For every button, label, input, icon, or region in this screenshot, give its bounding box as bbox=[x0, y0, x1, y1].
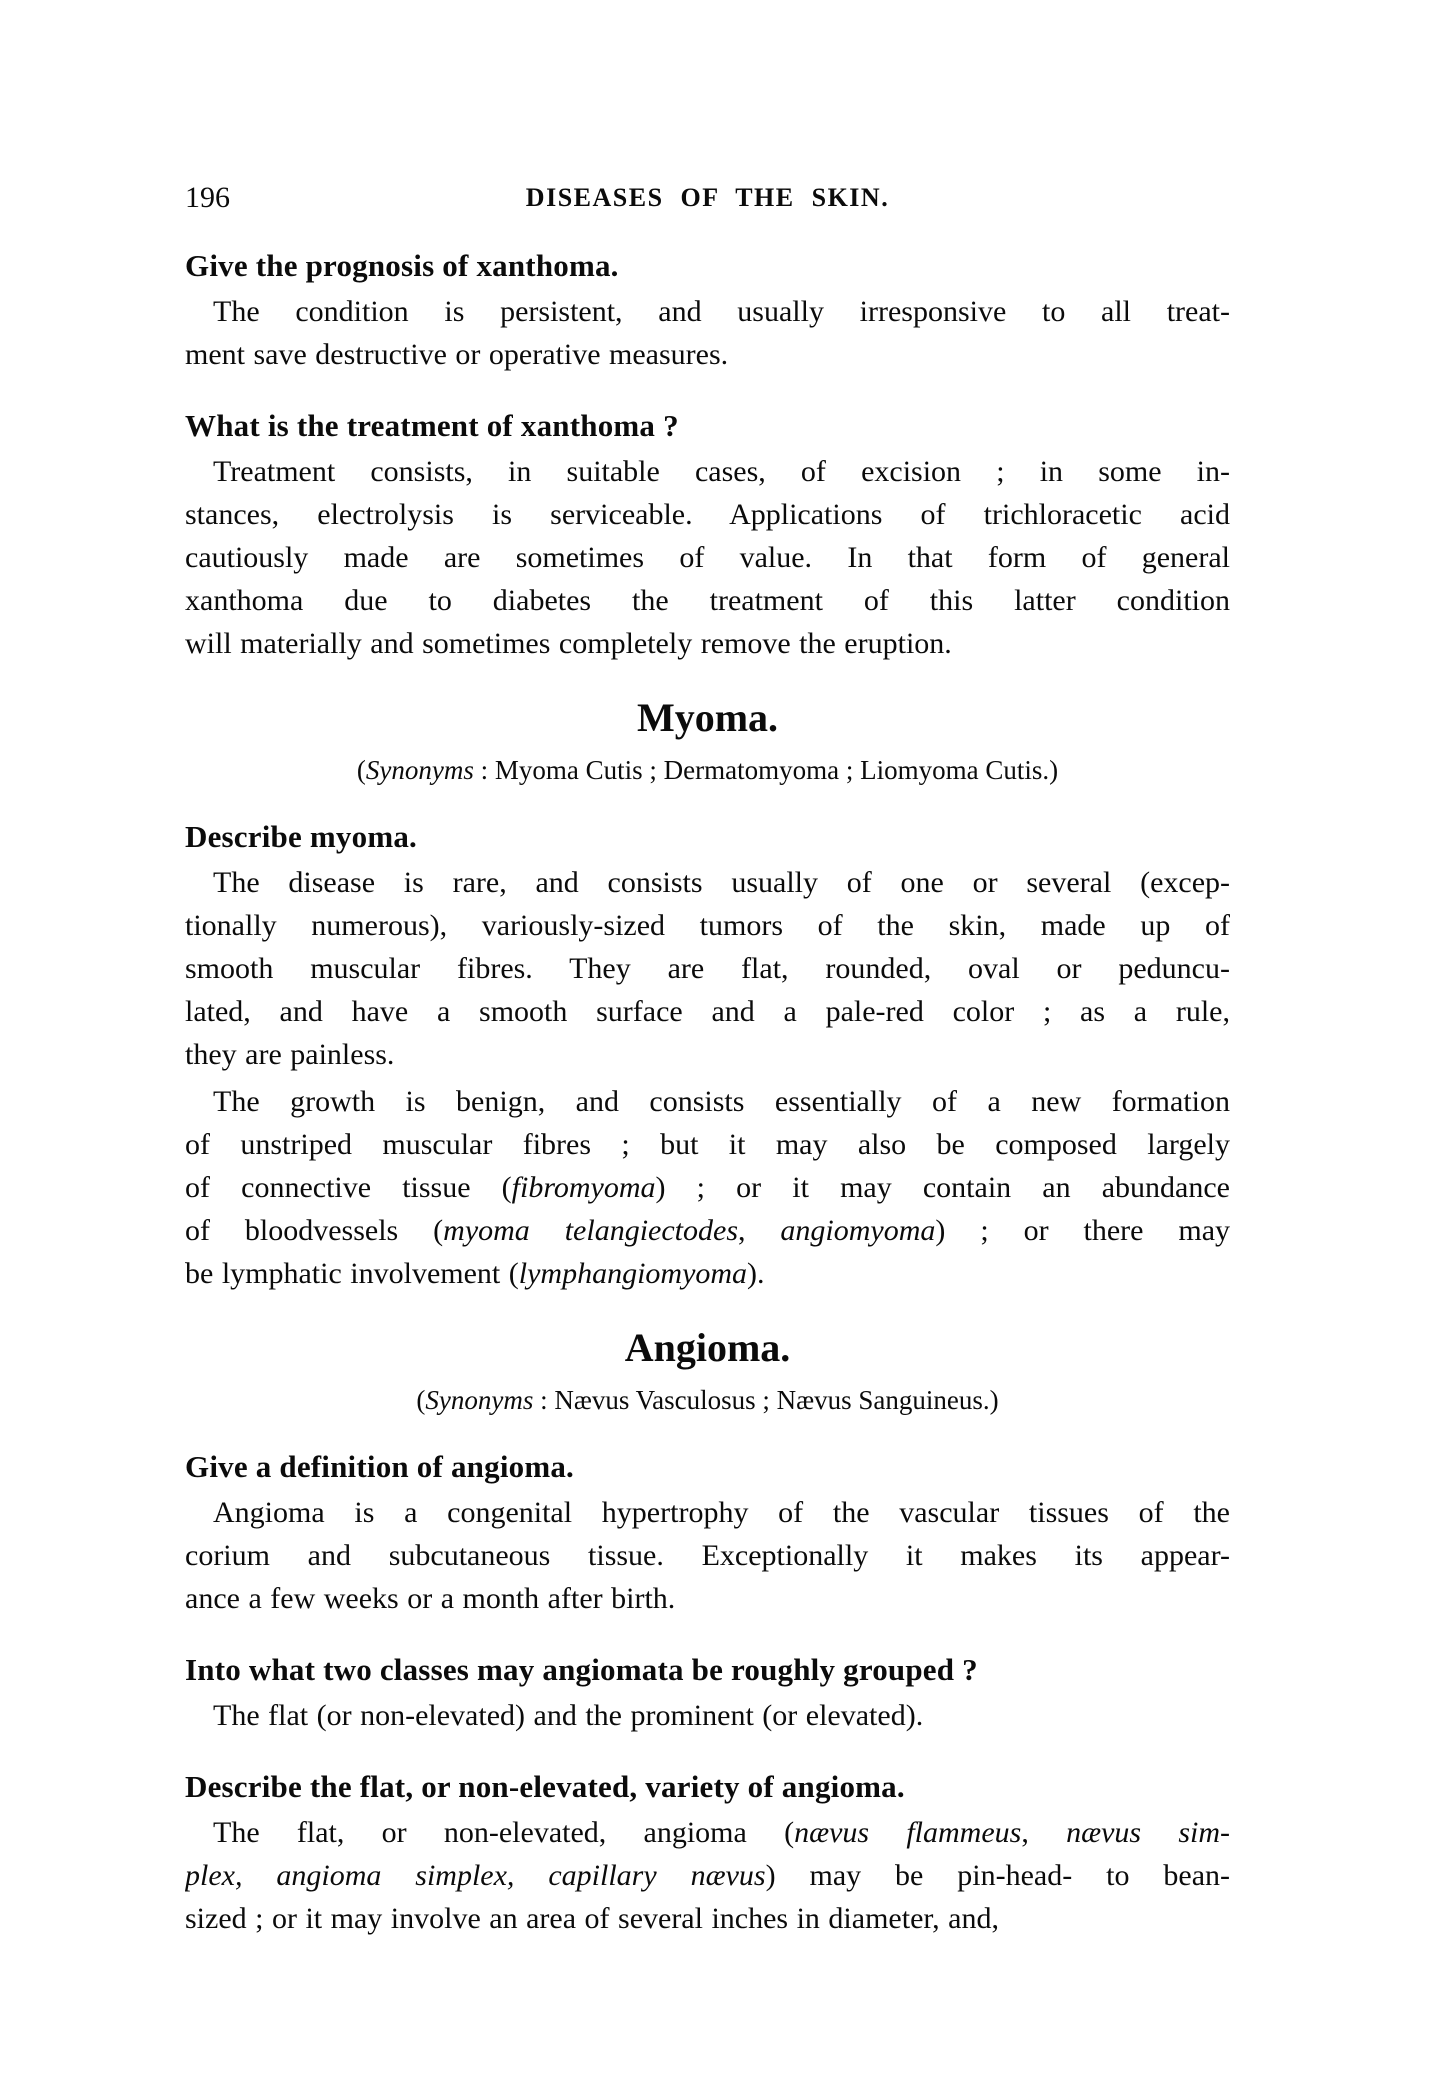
paragraph bbox=[185, 1811, 1230, 1940]
page-header bbox=[185, 180, 1230, 216]
text-segment: of connective tissue ( bbox=[185, 1171, 512, 1204]
text-line bbox=[185, 861, 1230, 904]
question-heading: Describe myoma. bbox=[185, 819, 417, 854]
text-segment: ment save destructive or operative measures. bbox=[185, 338, 729, 371]
text-segment: sized ; or it may involve an area of several inches in diameter, and, bbox=[185, 1902, 999, 1935]
question-heading: What is the treatment of xanthoma ? bbox=[185, 408, 679, 443]
paragraph bbox=[185, 450, 1230, 665]
text-line bbox=[185, 1534, 1230, 1577]
text-segment: ance a few weeks or a month after birth. bbox=[185, 1582, 676, 1615]
text-segment: ( bbox=[416, 1385, 426, 1415]
text-segment: ) may be pin-head- to bean- bbox=[765, 1859, 1230, 1892]
text-line bbox=[185, 536, 1230, 579]
text-segment: corium and subcutaneous tissue. Exceptionally it makes its appear- bbox=[185, 1539, 1230, 1572]
text-line bbox=[185, 333, 1230, 376]
text-segment: smooth muscular fibres. They are flat, rounded, oval or peduncu- bbox=[185, 952, 1230, 985]
text-line bbox=[185, 493, 1230, 536]
text-segment: The disease is rare, and consists usually of one or several (excep- bbox=[213, 866, 1230, 899]
paragraph bbox=[185, 1491, 1230, 1620]
italic-term: nævus flammeus bbox=[794, 1816, 1022, 1849]
text-line bbox=[185, 1033, 1230, 1076]
text-segment: The flat, or non-elevated, angioma ( bbox=[213, 1816, 795, 1849]
text-line bbox=[185, 1577, 1230, 1620]
text-line bbox=[185, 1123, 1230, 1166]
text-segment: cautiously made are sometimes of value. In that form of general bbox=[185, 541, 1230, 574]
paragraph bbox=[185, 861, 1230, 1076]
italic-term: nævus sim- bbox=[1066, 1816, 1230, 1849]
text-segment: they are painless. bbox=[185, 1038, 395, 1071]
synonyms-line bbox=[185, 1383, 1230, 1417]
text-segment: Angioma is a congenital hypertrophy of the vascular tissues of the bbox=[213, 1496, 1230, 1529]
text-segment: xanthoma due to diabetes the treatment of this latter condition bbox=[185, 584, 1230, 617]
question-heading: Give a definition of angioma. bbox=[185, 1449, 575, 1484]
question-heading: Into what two classes may angiomata be roughly grouped ? bbox=[185, 1652, 978, 1687]
text-segment: : Myoma Cutis ; Dermatomyoma ; Liomyoma Cutis.) bbox=[473, 755, 1059, 785]
text-segment: stances, electrolysis is serviceable. Applications of trichloracetic acid bbox=[185, 498, 1230, 531]
text-line bbox=[185, 1080, 1230, 1123]
text-line bbox=[185, 1166, 1230, 1209]
text-segment: of unstriped muscular fibres ; but it may also be composed largely bbox=[185, 1128, 1230, 1161]
text-segment: will materially and sometimes completely remove the eruption. bbox=[185, 627, 952, 660]
italic-term: lymphangiomyoma bbox=[518, 1257, 748, 1290]
text-line bbox=[185, 990, 1230, 1033]
italic-term: fibromyoma bbox=[511, 1171, 656, 1204]
text-line bbox=[185, 1694, 1230, 1737]
text-line bbox=[185, 1854, 1230, 1897]
text-segment: , bbox=[1021, 1816, 1067, 1849]
text-segment: tionally numerous), variously-sized tumors of the skin, made up of bbox=[185, 909, 1230, 942]
italic-term: plex, angioma simplex, capillary nævus bbox=[185, 1859, 766, 1892]
question-heading: Describe the flat, or non-elevated, variety of angioma. bbox=[185, 1769, 905, 1804]
section-heading: Angioma. bbox=[624, 1325, 791, 1370]
text-segment: ( bbox=[356, 755, 366, 785]
text-line bbox=[185, 1252, 1230, 1295]
synonyms-line bbox=[185, 753, 1230, 787]
text-line bbox=[185, 1209, 1230, 1252]
italic-term: Synonyms bbox=[365, 755, 474, 785]
text-segment: The flat (or non-elevated) and the prominent (or elevated). bbox=[213, 1699, 924, 1732]
text-line bbox=[185, 1811, 1230, 1854]
text-line bbox=[185, 450, 1230, 493]
page-number: 196 bbox=[185, 181, 230, 214]
italic-term: Synonyms bbox=[425, 1385, 534, 1415]
question-heading: Give the prognosis of xanthoma. bbox=[185, 248, 619, 283]
text-segment: ) ; or it may contain an abundance bbox=[655, 1171, 1230, 1204]
text-segment: The growth is benign, and consists essentially of a new formation bbox=[213, 1085, 1230, 1118]
text-segment: : Nævus Vasculosus ; Nævus Sanguineus.) bbox=[533, 1385, 999, 1415]
text-segment: be lymphatic involvement ( bbox=[185, 1257, 519, 1290]
section-heading: Myoma. bbox=[636, 695, 779, 740]
text-segment: Treatment consists, in suitable cases, of excision ; in some in- bbox=[213, 455, 1230, 488]
text-segment: lated, and have a smooth surface and a pale-red color ; as a rule, bbox=[185, 995, 1230, 1028]
paragraph bbox=[185, 1080, 1230, 1295]
text-line bbox=[185, 622, 1230, 665]
text-segment: The condition is persistent, and usually irresponsive to all treat- bbox=[213, 295, 1230, 328]
text-line bbox=[185, 947, 1230, 990]
italic-term: angiomyoma bbox=[780, 1214, 936, 1247]
text-line bbox=[185, 290, 1230, 333]
paragraph bbox=[185, 290, 1230, 376]
running-title: DISEASES OF THE SKIN. bbox=[525, 183, 890, 212]
text-segment: ). bbox=[747, 1257, 765, 1290]
page-content bbox=[185, 246, 1230, 1940]
paragraph bbox=[185, 1694, 1230, 1737]
text-segment: , bbox=[738, 1214, 781, 1247]
italic-term: myoma telangiectodes bbox=[443, 1214, 738, 1247]
text-line bbox=[185, 579, 1230, 622]
text-line bbox=[185, 1491, 1230, 1534]
text-line bbox=[185, 1897, 1230, 1940]
text-segment: ) ; or there may bbox=[935, 1214, 1230, 1247]
text-line bbox=[185, 904, 1230, 947]
text-segment: of bloodvessels ( bbox=[185, 1214, 444, 1247]
